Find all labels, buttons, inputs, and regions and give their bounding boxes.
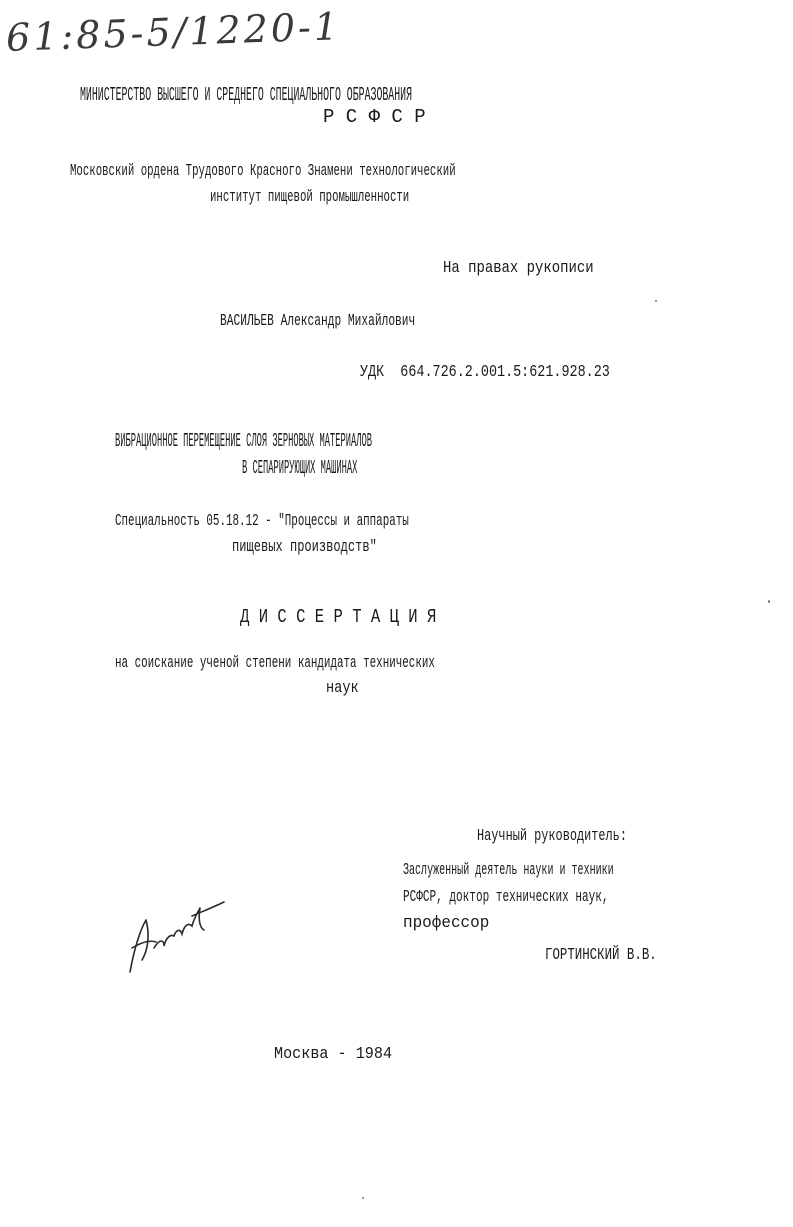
scan-speck — [362, 1197, 364, 1199]
supervisor-title-line-3: профессор — [403, 914, 490, 933]
title-line-2: В СЕПАРИРУЮЩИХ МАШИНАХ — [242, 457, 358, 479]
ministry-heading: МИНИСТЕРСТВО ВЫСШЕГО И СРЕДНЕГО СПЕЦИАЛЬНОГО ОБРАЗОВАНИЯ — [80, 84, 413, 106]
degree-line-2: наук — [326, 679, 359, 698]
institute-line-2: институт пищевой промышленности — [210, 188, 410, 207]
scan-speck — [655, 300, 657, 302]
document-type: Д И С С Е Р Т А Ц И Я — [240, 606, 437, 628]
supervisor-title-line-1: Заслуженный деятель науки и техники — [403, 861, 614, 880]
archive-mark: 61:85-5/1220-1 — [5, 4, 342, 60]
republic-heading: Р С Ф С Р — [323, 106, 426, 128]
supervisor-name: ГОРТИНСКИЙ В.В. — [545, 946, 657, 965]
city-year: Москва - 1984 — [274, 1045, 393, 1064]
degree-line-1: на соискание ученой степени кандидата технических — [115, 654, 435, 673]
udc-code: УДК 664.726.2.001.5:621.928.23 — [360, 363, 610, 382]
institute-line-1: Московский ордена Трудового Красного Знамени технологический — [70, 162, 456, 181]
scan-speck — [768, 600, 770, 603]
author-signature — [120, 890, 230, 980]
specialty-line-2: пищевых производств" — [232, 538, 377, 557]
supervisor-label: Научный руководитель: — [477, 827, 627, 846]
author-name: ВАСИЛЬЕВ Александр Михайлович — [220, 312, 416, 331]
manuscript-note: На правах рукописи — [443, 259, 594, 278]
specialty-line-1: Специальность 05.18.12 - "Процессы и аппараты — [115, 512, 409, 531]
supervisor-title-line-2: РСФСР, доктор технических наук, — [403, 888, 609, 907]
title-line-1: ВИБРАЦИОННОЕ ПЕРЕМЕЩЕНИЕ СЛОЯ ЗЕРНОВЫХ МАТЕРИАЛОВ — [115, 430, 373, 452]
